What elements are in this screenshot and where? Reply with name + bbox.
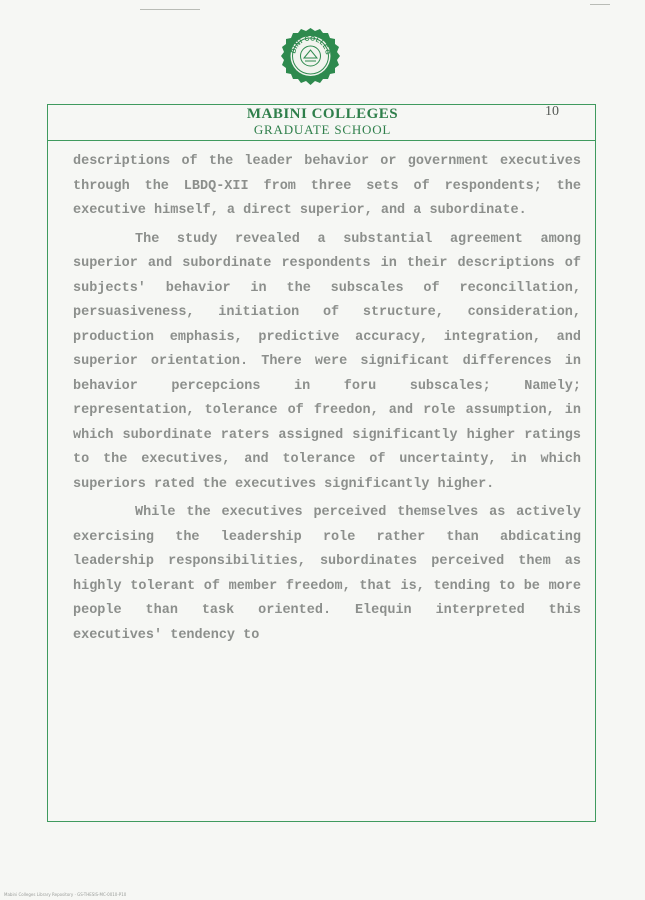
college-seal-logo: [278, 26, 343, 88]
svg-text:MABINI COLLEGES: BINI COLLEG: [290, 35, 332, 56]
document-body: [73, 150, 581, 652]
paragraph-study-findings: The study revealed a substantial agreement among superior and subordinate respondents in their descriptions of subjects' behavior in the subscales of reconcillation, persuasiveness, initiation of structure, consideration, production emphasis, predictive accuracy, integration, and superior orientation. There were significant differences in behavior percepcions in foru subscales; Namely; representation, tolerance of freedon, and role assumption, in which subordinate raters assigned significantly higher ratings to the executives, and tolerance of uncertainty, in which superiors rated the executives significantly higher.: [73, 231, 581, 492]
scan-footer-mark: Mabini Colleges Library Repository · GS-THESIS-MC-0010-P10: [4, 892, 127, 897]
school-name: GRADUATE SCHOOL: [253, 122, 392, 137]
paragraph-executive-perception: While the executives perceived themselves as actively exercising the leadership role rather than abdicating leadership responsibilities, subordinates perceived them as highly tolerant of member freedom, that is, tending to be more people than task oriented. Elequin interpreted this executives' tendency to: [73, 505, 581, 643]
paragraph-continuation: descriptions of the leader behavior or government executives through the LBDQ-XII from three sets of respondents; the executive himself, a direct superior, and a subordinate.: [73, 154, 581, 218]
scan-speck: [140, 9, 200, 10]
college-name: MABINI COLLEGES: [246, 106, 399, 122]
scan-speck: [590, 4, 610, 5]
page-number: 10: [545, 104, 559, 119]
header-divider: [47, 140, 596, 141]
